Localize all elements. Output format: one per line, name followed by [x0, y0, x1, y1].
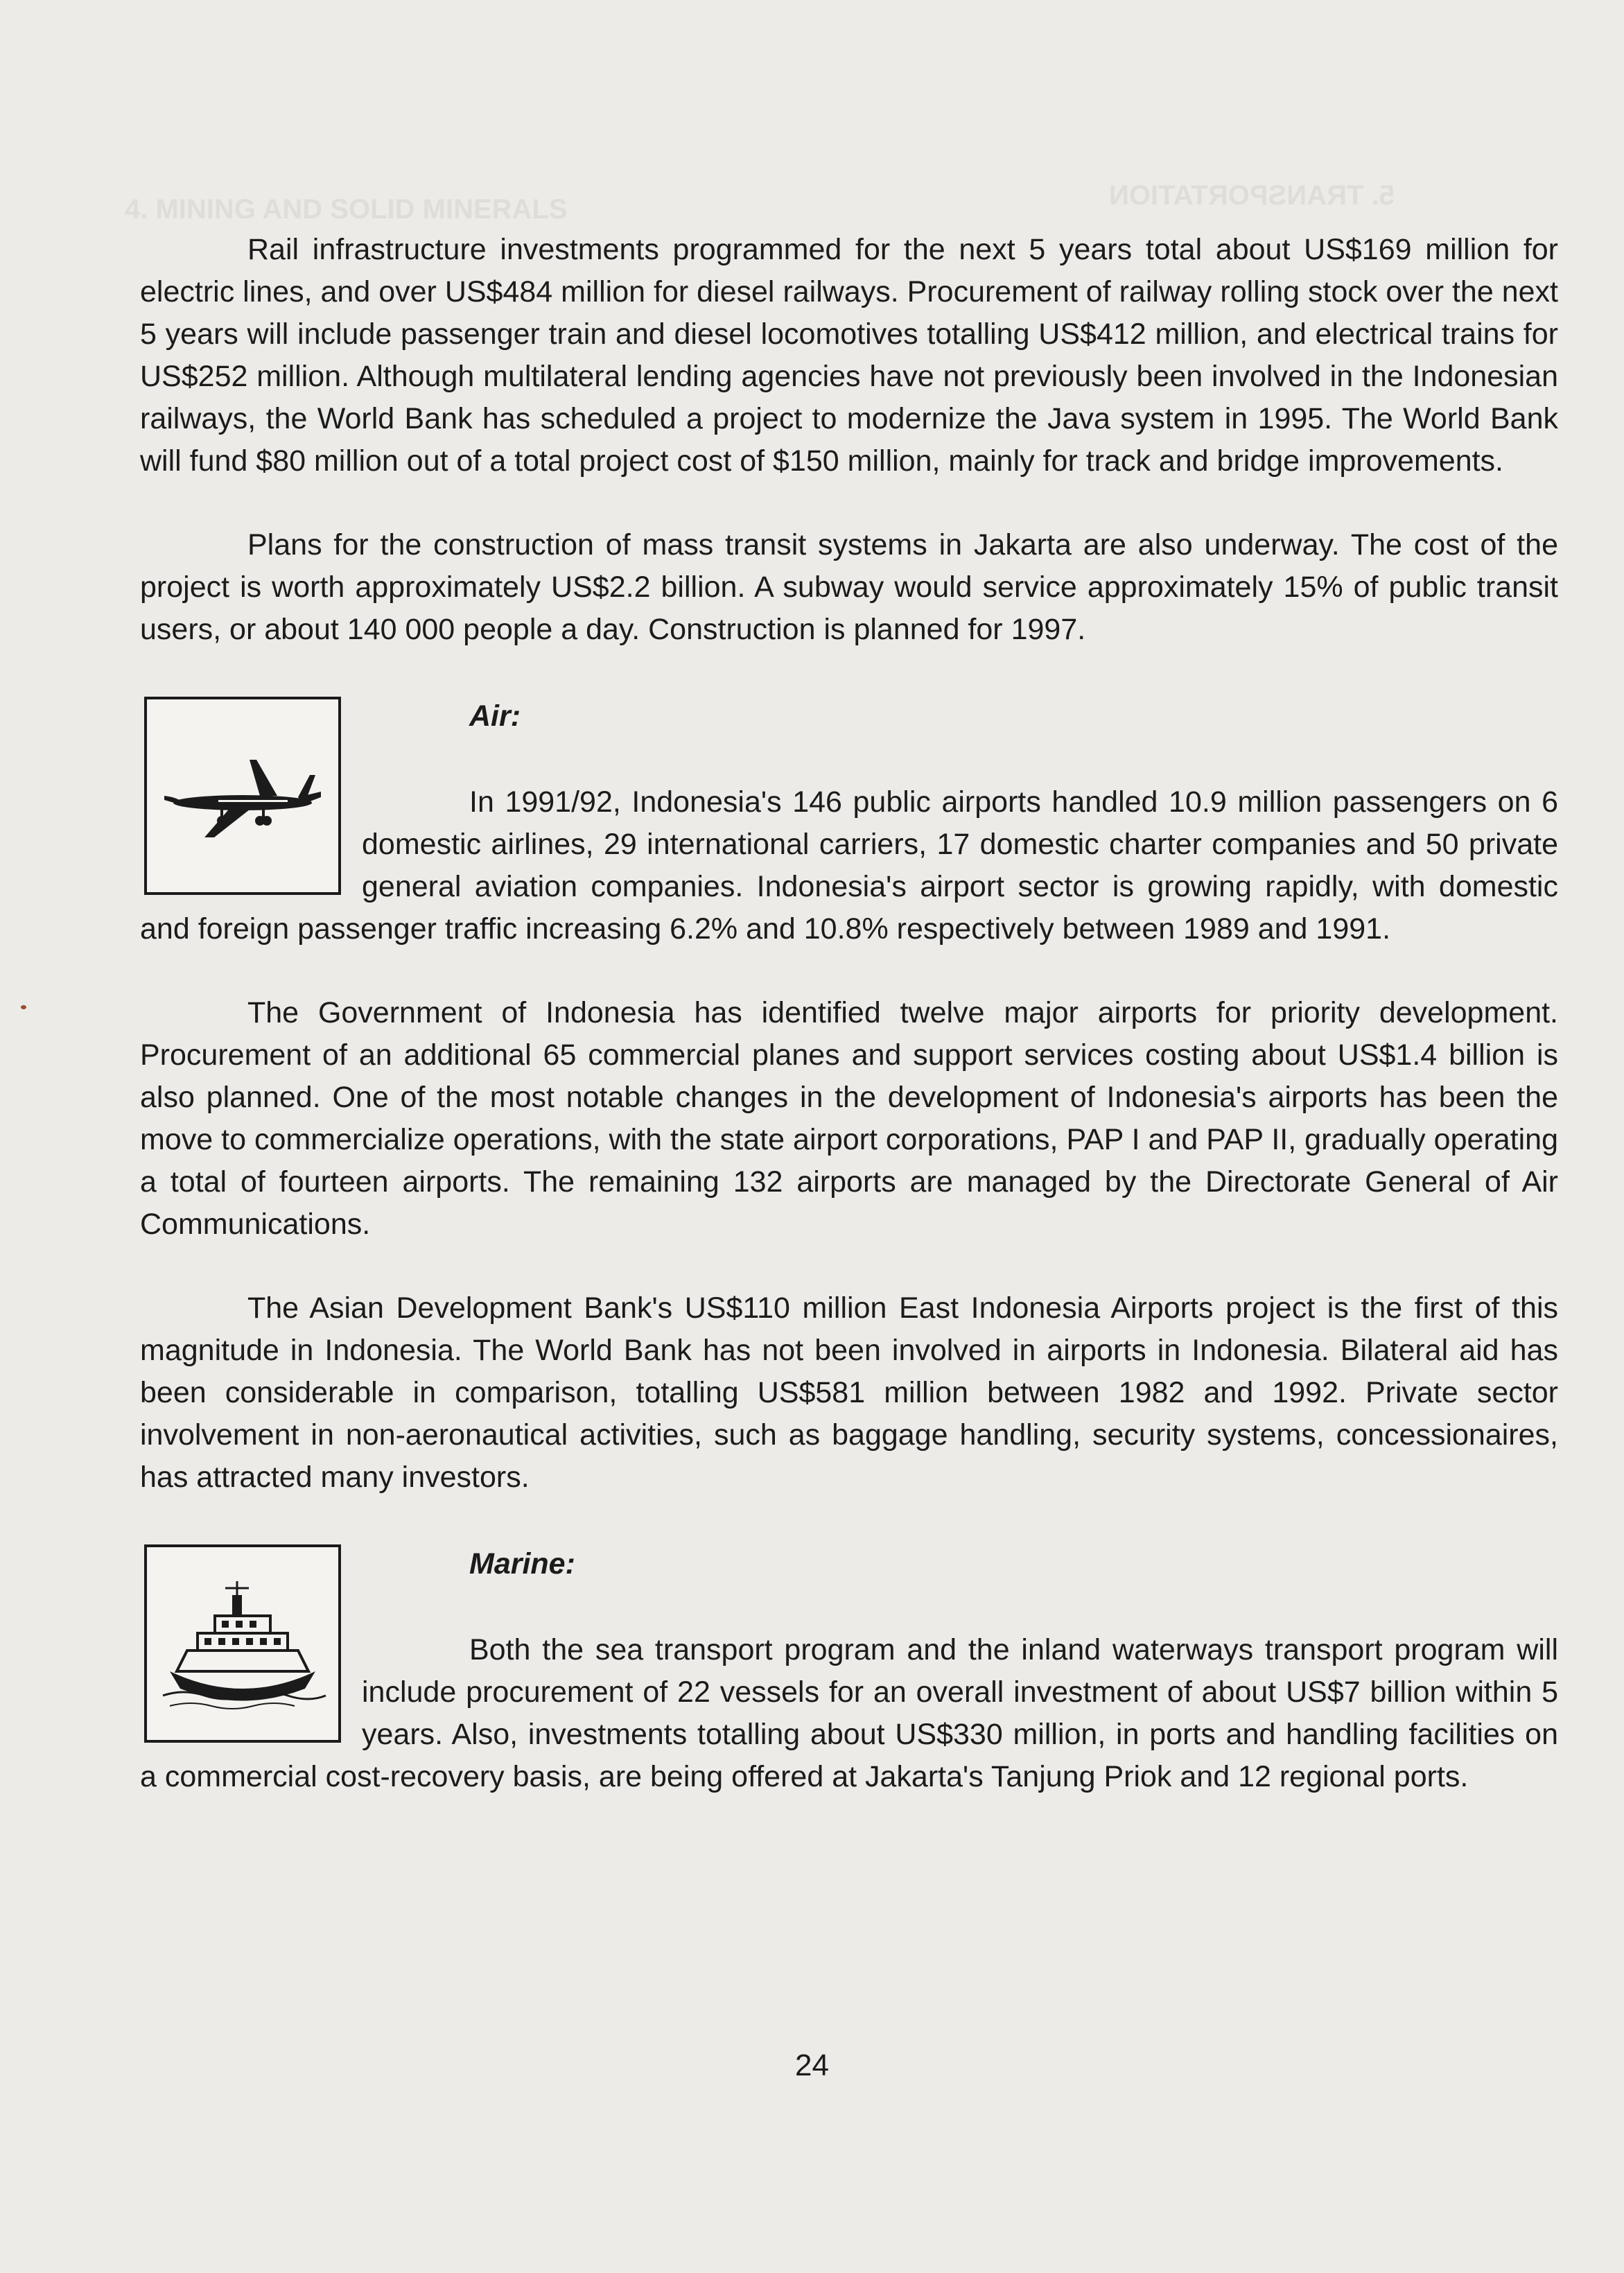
ship-icon-box: [144, 1544, 341, 1743]
marine-body: Both the sea transport program and the inland waterways transport program will include procurement of 22 vessels for an overall investment of about US$7 billion within 5 years. Also, investments totalling about US$330 million, in ports and handling facilities on a commercial cost-recovery basis, are being offered at Jakarta's Tanjung Priok and 12 regional ports.: [140, 1633, 1558, 1793]
text-column: [140, 229, 1558, 1840]
page-number: 24: [795, 2048, 829, 2082]
paper-speck: [21, 1005, 26, 1009]
marine-section: [140, 1540, 1558, 1798]
marine-heading: Marine:: [469, 1547, 575, 1580]
paragraph-adb-airports: The Asian Development Bank's US$110 million East Indonesia Airports project is the first of this magnitude in Indonesia. The World Bank has not been involved in airports in Indonesia. Bilateral aid has been considerable in comparison, totalling US$581 million between 1982 and 1992. Private sector involvement in non-aeronautical activities, such as baggage handling, security systems, concessionaires, has attracted many investors.: [140, 1291, 1558, 1494]
airplane-icon: [156, 720, 329, 872]
airplane-icon-box: [144, 697, 341, 895]
paragraph-mass-transit: Plans for the construction of mass transit systems in Jakarta are also underway. The cost of the project is worth approximately US$2.2 billion. A subway would service approximately 15% of public transit users, or about 140 000 people a day. Construction is planned for 1997.: [140, 528, 1558, 646]
air-heading: Air:: [469, 699, 521, 733]
bleed-through-text: 4. MINING AND SOLID MINERALS: [125, 194, 568, 225]
paragraph-government-airports: The Government of Indonesia has identified twelve major airports for priority development. Procurement of an additional 65 commercial planes and support services costing about US$1.4 billion is also planned. One of the most notable changes in the development of Indonesia's airports has been the move to commercialize operations, with the state airport corporations, PAP I and PAP II, gradually operating a total of fourteen airports. The remaining 132 airports are managed by the Directorate General of Air Communications.: [140, 996, 1558, 1241]
air-body: In 1991/92, Indonesia's 146 public airports handled 10.9 million passengers on 6 domestic airlines, 29 international carriers, 17 domestic charter companies and 50 private general aviation companies. Indonesia's airport sector is growing rapidly, with domestic and foreign passenger traffic increasing 6.2% and 10.8% respectively between 1989 and 1991.: [140, 785, 1558, 946]
air-section: [140, 693, 1558, 950]
bleed-through-text: 5. TRANSPORTATION: [1109, 180, 1395, 211]
ship-icon: [156, 1567, 329, 1720]
paragraph-rail: Rail infrastructure investments programmed for the next 5 years total about US$169 million for electric lines, and over US$484 million for diesel railways. Procurement of railway rolling stock over the next 5 years will include passenger train and diesel locomotives totalling US$412 million, and electrical trains for US$252 million. Although multilateral lending agencies have not previously been involved in the Indonesian railways, the World Bank has scheduled a project to modernize the Java system in 1995. The World Bank will fund $80 million out of a total project cost of $150 million, mainly for track and bridge improvements.: [140, 233, 1558, 478]
